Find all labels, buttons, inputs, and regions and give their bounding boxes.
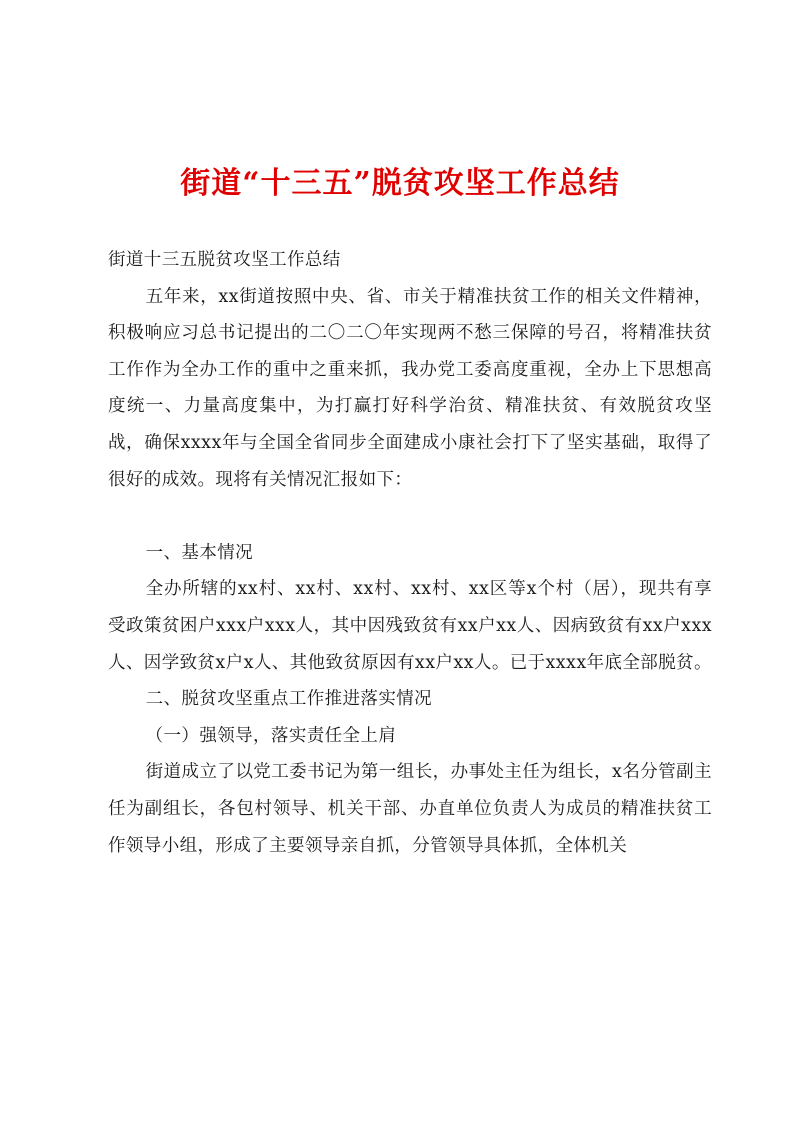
document-subtitle: 街道十三五脱贫攻坚工作总结	[108, 250, 341, 270]
paragraph-spacer	[108, 498, 712, 535]
document-body	[108, 242, 712, 864]
leadership-paragraph: 街道成立了以党工委书记为第一组长，办事处主任为组长，x名分管副主任为副组长，各包村领导、机关干部、办直单位负责人为成员的精准扶贫工作领导小组，形成了主要领导亲自抓，分管领导具体抓，全体机关	[108, 762, 712, 856]
basic-situation-paragraph: 全办所辖的xx村、xx村、xx村、xx村、xx区等x个村（居），现共有享受政策贫困户xxx户xxx人，其中因残致贫有xx户xx人、因病致贫有xx户xxx人、因学致贫x户x人、其他致贫原因有xx户xx人。已于xxxx年底全部脱贫。	[108, 579, 712, 673]
document-title: 街道“十三五”脱贫攻坚工作总结	[180, 166, 620, 201]
subsection-heading-leadership: （一）强领导，落实责任全上肩	[145, 725, 397, 746]
section-heading-basic: 一、基本情况	[145, 542, 254, 563]
section-heading-progress: 二、脱贫攻坚重点工作推进落实情况	[145, 689, 433, 710]
intro-paragraph: 五年来，xx街道按照中央、省、市关于精准扶贫工作的相关文件精神，积极响应习总书记提出的二〇二〇年实现两不愁三保障的号召，将精准扶贫工作作为全办工作的重中之重来抓，我办党工委高度重视，全办上下思想高度统一、力量高度集中，为打赢打好科学治贫、精准扶贫、有效脱贫攻坚战，确保xxxx年与全国全省同步全面建成小康社会打下了坚实基础，取得了很好的成效。现将有关情况汇报如下：	[108, 286, 712, 490]
